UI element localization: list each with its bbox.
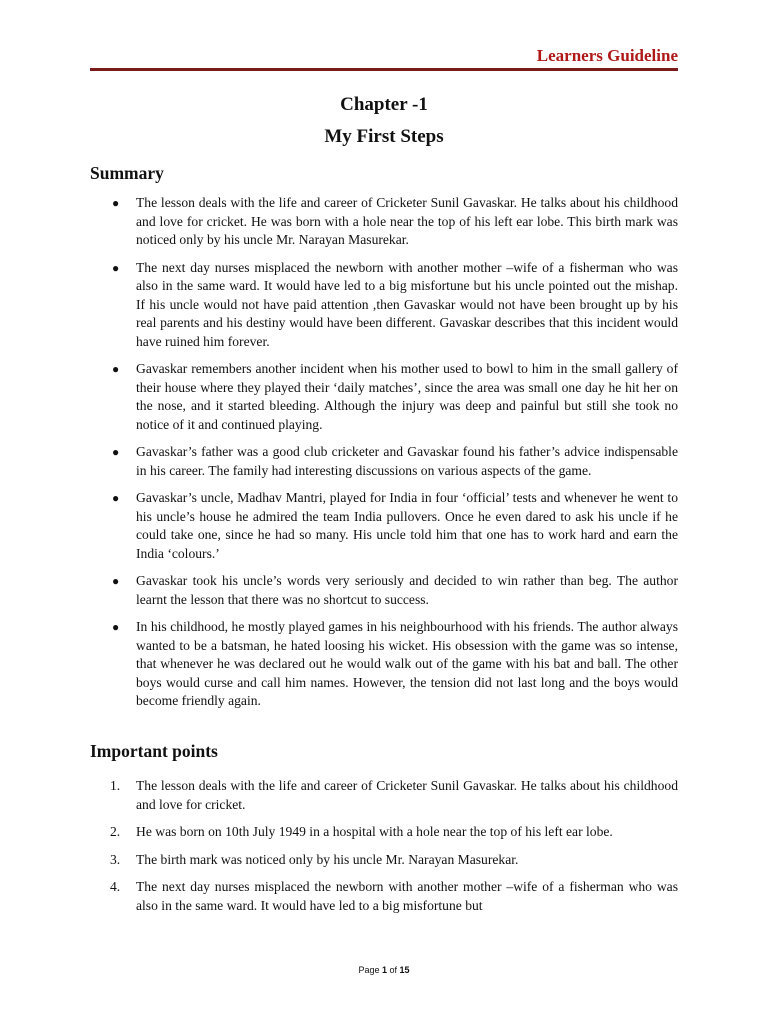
summary-item — [110, 572, 678, 609]
summary-item-text: Gavaskar’s father was a good club cricketer and Gavaskar found his father’s advice indispensable in his career. The family had interesting discussions on various aspects of the game. — [136, 444, 678, 478]
header-divider — [90, 68, 678, 71]
point-number: 3. — [110, 851, 121, 867]
chapter-number: Chapter -1 — [340, 94, 428, 115]
important-point — [110, 851, 678, 870]
summary-item-text: In his childhood, he mostly played games in his neighbourhood with his friends. The author always wanted to be a batsman, he hated loosing his wicket. His obsession with the game was so intense, that whenever he was declared out he would walk out of the game with his bat and ball. The other boys would curse and call him names. However, the tension did not last long and the boys would become friendly again. — [136, 619, 678, 708]
bullet-icon: ● — [112, 260, 120, 275]
summary-item-text: Gavaskar took his uncle’s words very seriously and decided to win rather than beg. The author learnt the lesson that there was no shortcut to success. — [136, 573, 678, 607]
important-point — [110, 823, 678, 842]
summary-item — [110, 489, 678, 563]
page-footer — [0, 965, 768, 975]
bullet-icon: ● — [112, 445, 120, 459]
summary-item — [110, 443, 678, 480]
summary-item-text: The next day nurses misplaced the newborn with another mother –wife of a fisherman who was also in the same ward. It would have led to a big misfortune but his uncle pointed out the mishap. If his uncle would not have paid attention ,then Gavaskar would not have been brought up by his real parents and his destiny would have been different. Gavaskar describes that this incident would have ruined him forever. — [136, 259, 678, 349]
point-number: 1. — [110, 778, 121, 793]
summary-item-text: Gavaskar’s uncle, Madhav Mantri, played for India in four ‘official’ tests and whenever he went to his uncle’s house he admired the team India pullovers. Once he even dared to ask his uncle if he could take one, since he had so many. His uncle told him that one has to work hard and earn the India ‘colours.’ — [136, 490, 678, 561]
point-text: The next day nurses misplaced the newborn with another mother –wife of a fisherman who was also in the same ward. It would have led to a big misfortune but — [136, 879, 678, 913]
summary-heading: Summary — [90, 163, 164, 183]
point-number: 2. — [110, 824, 121, 839]
point-text: The lesson deals with the life and career of Cricketer Sunil Gavaskar. He talks about his childhood and love for cricket. — [136, 778, 678, 812]
summary-item — [110, 259, 678, 352]
summary-item-text: The lesson deals with the life and career of Cricketer Sunil Gavaskar. He talks about his childhood and love for cricket. He was born with a hole near the top of his left ear lobe. This birth mark was noticed only by his uncle Mr. Narayan Masurekar. — [136, 195, 678, 247]
summary-list — [110, 194, 678, 720]
chapter-title: My First Steps — [324, 126, 444, 147]
important-points-heading: Important points — [90, 741, 218, 761]
important-points-list — [110, 777, 678, 924]
bullet-icon: ● — [112, 362, 120, 376]
bullet-icon: ● — [112, 196, 120, 210]
of-word: of — [389, 965, 398, 975]
page-word: Page — [358, 965, 380, 975]
summary-item — [110, 618, 678, 711]
important-point — [110, 878, 678, 915]
summary-item — [110, 360, 678, 434]
page-total: 15 — [399, 965, 410, 975]
point-text: He was born on 10th July 1949 in a hospital with a hole near the top of his left ear lobe. — [136, 824, 613, 839]
bullet-icon: ● — [112, 491, 120, 505]
bullet-icon: ● — [112, 574, 120, 588]
point-text: The birth mark was noticed only by his uncle Mr. Narayan Masurekar. — [136, 851, 519, 867]
page-number: 1 — [381, 965, 387, 975]
important-point — [110, 777, 678, 814]
point-number: 4. — [110, 879, 121, 894]
summary-item-text: Gavaskar remembers another incident when his mother used to bowl to him in the small gallery of their house where they played their ‘daily matches’, since the area was small one day he hit her on the nose, and it started bleeding. Although the injury was deep and painful but still she took no notice of it and continued playing. — [136, 361, 678, 432]
header-title: Learners Guideline — [536, 46, 678, 65]
bullet-icon: ● — [112, 620, 120, 634]
summary-item — [110, 194, 678, 250]
